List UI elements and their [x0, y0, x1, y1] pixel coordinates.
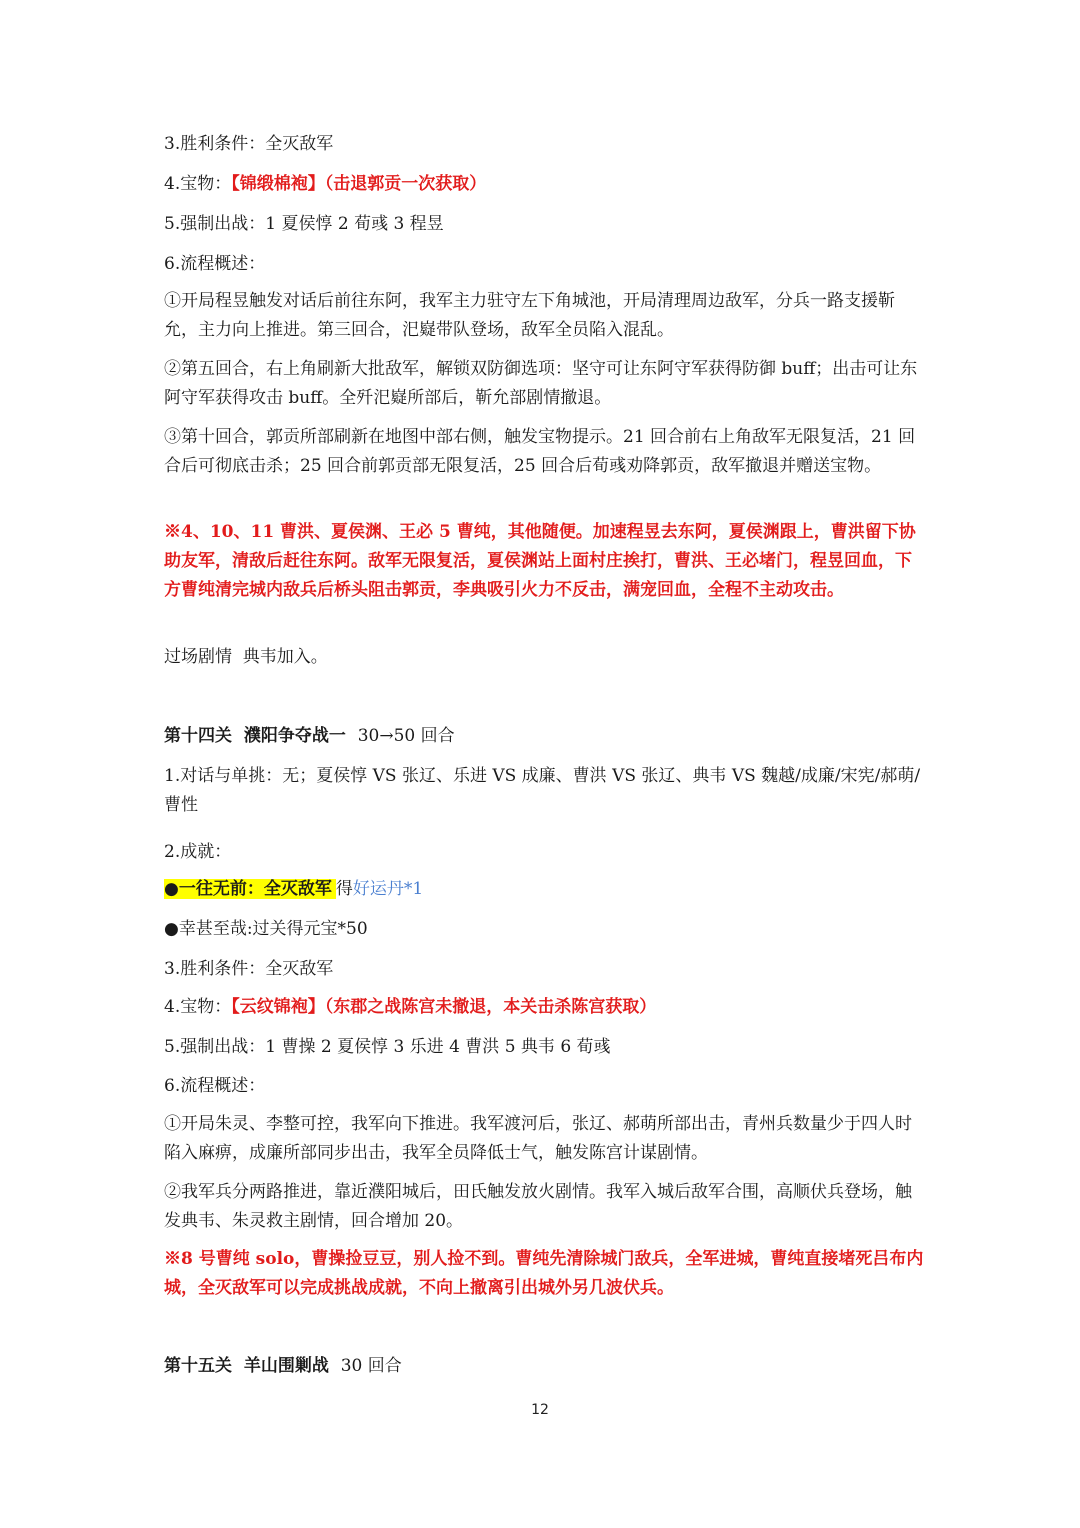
treasure-label: 4.宝物： — [164, 174, 232, 194]
forced-deployment: 5.强制出战：1 夏侯惇 2 荀彧 3 程昱 — [164, 214, 444, 234]
flow-step-1: ①开局程昱触发对话后前往东阿，我军主力驻守左下角城池，开局清理周边敌军，分兵一路支援靳允，主力向上推进。第三回合，汜嶷带队登场，敌军全员陷入混乱。 — [164, 291, 895, 340]
flow-title: 6.流程概述： — [164, 254, 266, 274]
strategy-tip: ※4、10、11 曹洪、夏侯渊、王必 5 曹纯，其他随便。加速程昱去东阿，夏侯渊跟上，曹洪留下协助友军，清敌后赶往东阿。敌军无限复活，夏侯渊站上面村庄挨打，曹洪、王必堵门，程昱回血，下方曹纯清完城内敌兵后桥头阻击郭贡，李典吸引火力不反击，满宠回血，全程不主动攻击。 — [164, 522, 916, 600]
treasure-line — [164, 170, 924, 199]
section-title: 第十五关 羊山围剿战 — [164, 1356, 329, 1376]
strategy-tip: ※8 号曹纯 solo，曹操捡豆豆，别人捡不到。曹纯先清除城门敌兵，全军进城，曹纯直接堵死吕布内城，全灭敌军可以完成挑战成就，不向上撤离引出城外另几波伏兵。 — [164, 1249, 924, 1298]
achievement-item — [164, 875, 924, 904]
interlude-note: 过场剧情 典韦加入。 — [164, 647, 328, 667]
treasure-name: 【锦缎棉袍】（击退郭贡一次获取） — [231, 174, 487, 194]
page-number: 12 — [531, 1402, 549, 1418]
section-heading — [164, 1352, 924, 1381]
flow-step-1: ①开局朱灵、李整可控，我军向下推进。我军渡河后，张辽、郝萌所部出击，青州兵数量少于四人时陷入麻痹，成廉所部同步出击，我军全员降低士气，触发陈宫计谋剧情。 — [164, 1114, 912, 1163]
section-heading — [164, 722, 924, 751]
flow-step-3: ③第十回合，郭贡所部刷新在地图中部右侧，触发宝物提示。21 回合前右上角敌军无限复活，21 回合后可彻底击杀；25 回合前郭贡部无限复活，25 回合后荀彧劝降郭贡，敌军撤退并赠送宝物。 — [164, 427, 916, 476]
achievement-item-2: ●幸甚至哉:过关得元宝*50 — [164, 919, 368, 939]
flow-step-2: ②第五回合，右上角刷新大批敌军，解锁双防御选项：坚守可让东阿守军获得防御 buff；出击可让东阿守军获得攻击 buff。全歼汜嶷所部后，靳允部剧情撤退。 — [164, 359, 918, 408]
treasure-label: 4.宝物： — [164, 997, 232, 1017]
section-title: 第十四关 濮阳争夺战一 — [164, 726, 346, 746]
flow-title: 6.流程概述： — [164, 1076, 266, 1096]
dialogue-duels: 1.对话与单挑：无；夏侯惇 VS 张辽、乐进 VS 成廉、曹洪 VS 张辽、典韦 VS 魏越/成廉/宋宪/郝萌/曹性 — [164, 766, 921, 815]
achievement-name: ●一往无前：全灭敌军 — [164, 879, 336, 899]
victory-condition: 3.胜利条件：全灭敌军 — [164, 959, 334, 979]
victory-condition: 3.胜利条件：全灭敌军 — [164, 134, 334, 154]
flow-step-2: ②我军兵分两路推进，靠近濮阳城后，田氏触发放火剧情。我军入城后敌军合围，高顺伏兵登场，触发典韦、朱灵救主剧情，回合增加 20。 — [164, 1182, 912, 1231]
section-turns: 30 回合 — [340, 1356, 402, 1376]
achievement-title: 2.成就： — [164, 842, 232, 862]
achievement-reward: 好运丹*1 — [352, 879, 424, 899]
treasure-line — [164, 993, 924, 1022]
treasure-name: 【云纹锦袍】（东郡之战陈宫未撤退，本关击杀陈宫获取） — [231, 997, 657, 1017]
forced-deployment: 5.强制出战：1 曹操 2 夏侯惇 3 乐进 4 曹洪 5 典韦 6 荀彧 — [164, 1037, 611, 1057]
achievement-get: 得 — [335, 879, 353, 899]
section-turns: 30→50 回合 — [357, 726, 455, 746]
